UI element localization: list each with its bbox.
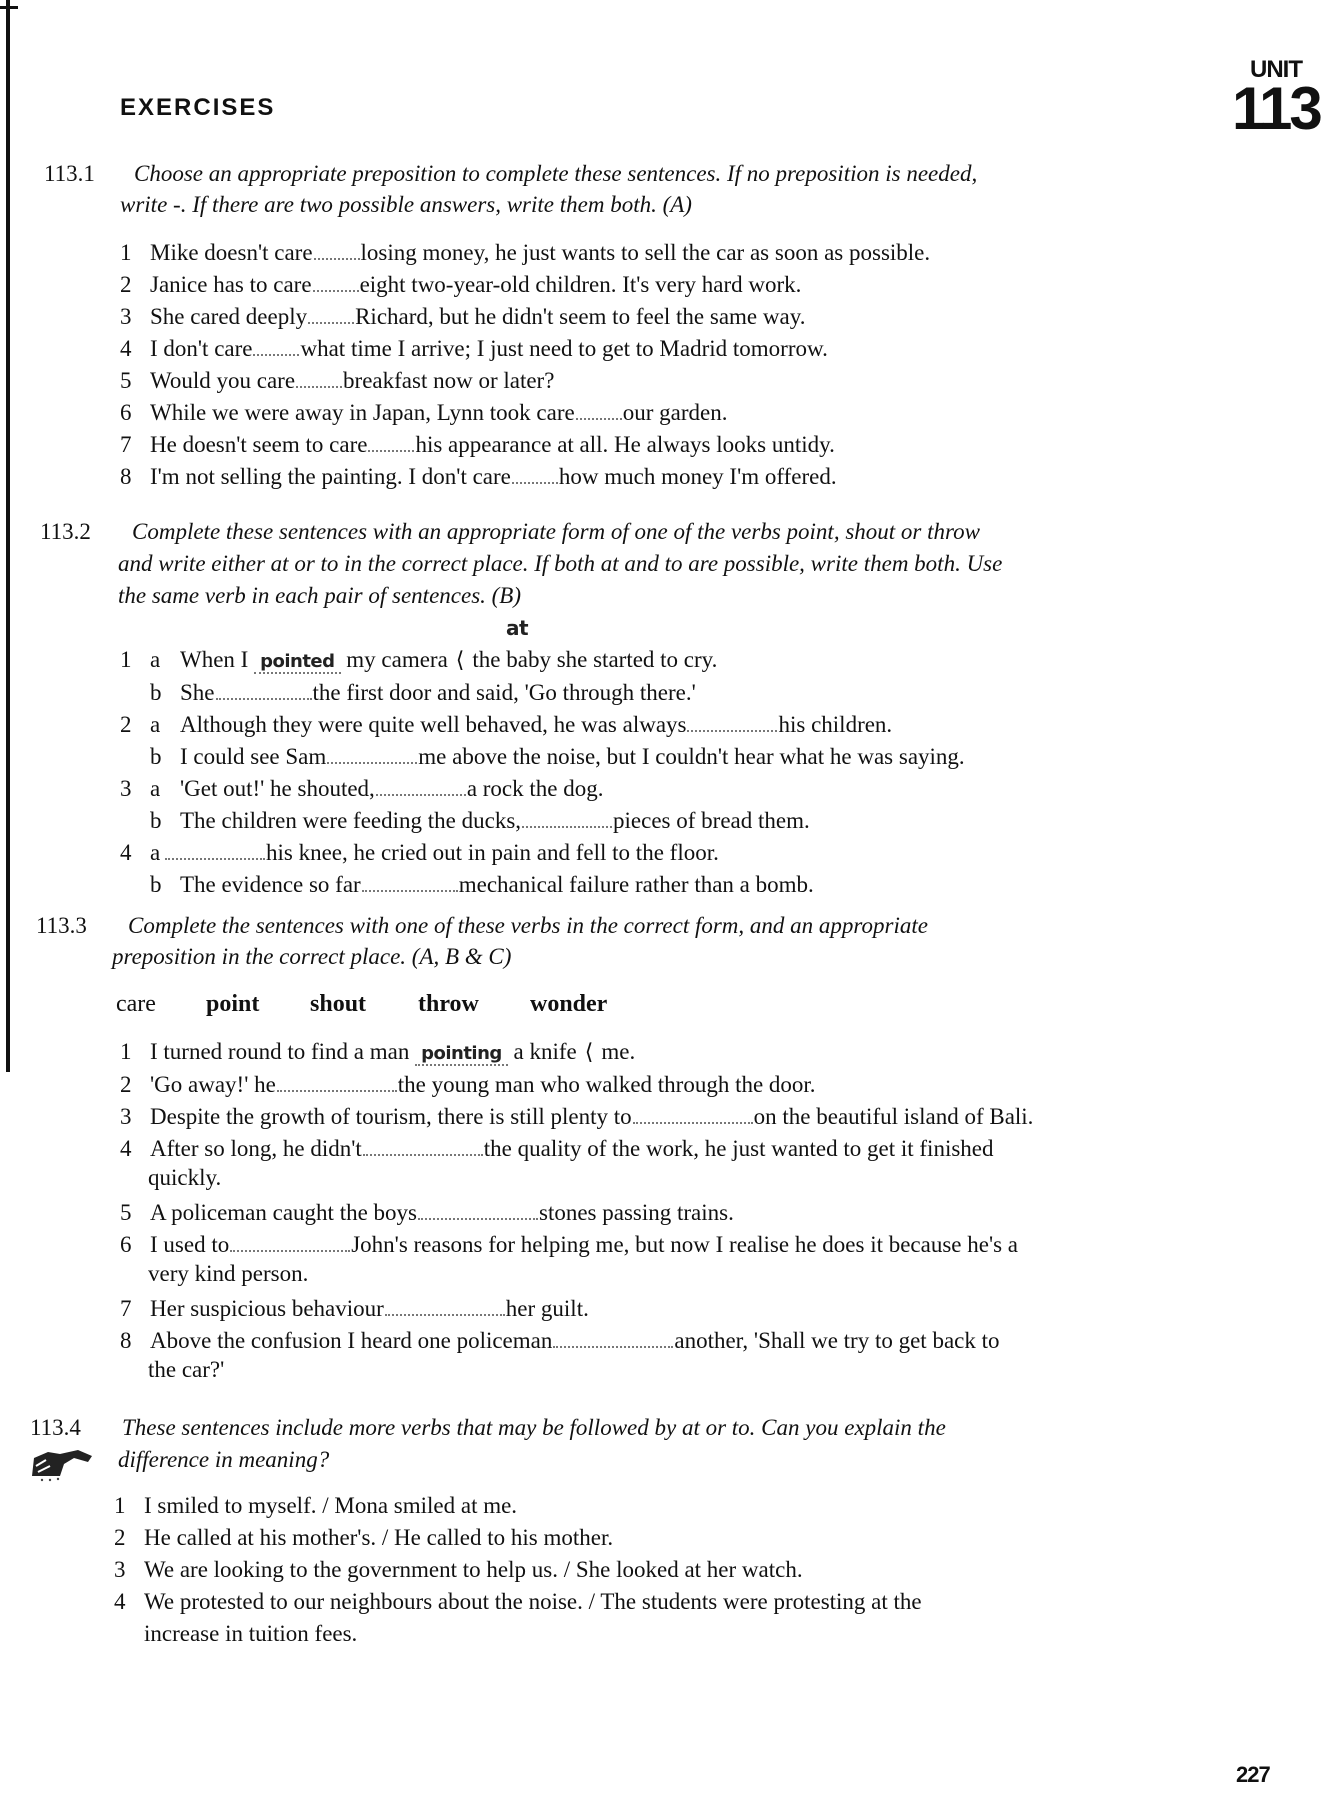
verb-box xyxy=(116,990,607,1018)
exercise-item: 2 Janice has to care eight two-year-old children. It's very hard work. xyxy=(120,272,802,297)
exercise-item: 1 I turned round to find a man pointing a knife ⟨ me. xyxy=(120,1039,636,1065)
answer-gap[interactable] xyxy=(553,1326,673,1348)
answer-gap[interactable] xyxy=(362,870,458,892)
exercise-item: 8 I'm not selling the painting. I don't care how much money I'm offered. xyxy=(120,464,837,489)
caret-mark-icon: ⟨ xyxy=(584,1040,594,1065)
exercise-item: 7 Her suspicious behaviour her guilt. xyxy=(120,1296,589,1321)
exercise-number: 113.1 xyxy=(44,161,95,186)
verb-option: wonder xyxy=(530,991,608,1017)
answer-gap[interactable] xyxy=(418,1198,538,1220)
answer-gap[interactable] xyxy=(165,838,265,860)
exercise-item: b She the first door and said, 'Go through there.' xyxy=(150,680,696,705)
exercise-item: 6 While we were away in Japan, Lynn took care our garden. xyxy=(120,400,728,425)
answer-gap[interactable] xyxy=(277,1070,397,1092)
exercise-item: 2 He called at his mother's. / He called to his mother. xyxy=(114,1525,614,1550)
verb-option: shout xyxy=(310,991,367,1017)
exercise-item: 8 Above the confusion I heard one policeman another, 'Shall we try to get back to xyxy=(120,1328,1000,1353)
exercise-item: 4 a his knee, he cried out in pain and fell to the floor. xyxy=(120,840,719,865)
handwritten-answer: at xyxy=(506,616,529,640)
exercise-item: 4 After so long, he didn't the quality of the work, he just wanted to get it finished xyxy=(120,1136,994,1161)
answer-gap[interactable] xyxy=(576,398,622,420)
answer-gap[interactable] xyxy=(314,238,360,260)
exercise-instruction: write -. If there are two possible answers, write them both. (A) xyxy=(120,192,692,217)
answer-gap[interactable] xyxy=(368,430,414,452)
exercise-item-continued: the car?' xyxy=(148,1357,225,1382)
handwritten-answer: pointed xyxy=(254,651,340,674)
binding-bar xyxy=(6,0,10,1072)
exercise-item: b I could see Sam me above the noise, but I couldn't hear what he was saying. xyxy=(150,744,965,769)
exercise-item: 5 Would you care breakfast now or later? xyxy=(120,368,555,393)
exercise-instruction: Complete these sentences with an appropriate form of one of the verbs point, shout or throw xyxy=(132,519,980,544)
exercise-instruction: These sentences include more verbs that may be followed by at or to. Can you explain the xyxy=(122,1415,946,1440)
answer-gap[interactable] xyxy=(363,1134,483,1156)
answer-gap[interactable] xyxy=(308,302,354,324)
exercise-item: 3 We are looking to the government to help us. / She looked at her watch. xyxy=(114,1557,803,1582)
exercise-number: 113.3 xyxy=(36,913,87,938)
exercise-item: 4 We protested to our neighbours about the noise. / The students were protesting at the xyxy=(114,1589,922,1614)
verb-option: care xyxy=(116,991,156,1017)
page-title: EXERCISES xyxy=(120,94,276,121)
exercise-item: 2 'Go away!' he the young man who walked through the door. xyxy=(120,1072,816,1097)
advanced-exercise-icon xyxy=(30,1446,94,1487)
unit-label: UNIT xyxy=(1250,56,1302,83)
verb-option: throw xyxy=(418,991,479,1017)
exercise-item: 1 Mike doesn't care losing money, he just wants to sell the car as soon as possible. xyxy=(120,240,931,265)
answer-gap[interactable] xyxy=(512,462,558,484)
exercise-item: b The evidence so far mechanical failure rather than a bomb. xyxy=(150,872,814,897)
exercise-instruction: Choose an appropriate preposition to complete these sentences. If no preposition is needed, xyxy=(134,161,978,186)
answer-gap[interactable] xyxy=(216,678,312,700)
exercise-item: 6 I used to John's reasons for helping me, but now I realise he does it because he's a xyxy=(120,1232,1019,1257)
verb-option: point xyxy=(206,991,260,1017)
exercise-item: 3 a 'Get out!' he shouted, a rock the dog. xyxy=(120,776,604,801)
answer-gap[interactable] xyxy=(376,774,466,796)
exercise-number: 113.2 xyxy=(40,519,91,544)
answer-gap[interactable] xyxy=(327,742,417,764)
answer-gap[interactable] xyxy=(687,710,777,732)
answer-gap[interactable] xyxy=(385,1294,505,1316)
handwritten-answer: pointing xyxy=(415,1043,508,1066)
exercise-item-continued: quickly. xyxy=(148,1165,222,1190)
exercise-instruction: difference in meaning? xyxy=(118,1447,330,1472)
answer-gap[interactable] xyxy=(230,1230,350,1252)
exercise-number: 113.4 xyxy=(30,1415,81,1440)
answer-gap[interactable] xyxy=(313,270,359,292)
answer-gap[interactable] xyxy=(522,806,612,828)
caret-mark-icon: ⟨ xyxy=(455,648,465,673)
exercise-item: 5 A policeman caught the boys stones passing trains. xyxy=(120,1200,734,1225)
answer-gap[interactable] xyxy=(633,1102,753,1124)
exercise-item: 1 I smiled to myself. / Mona smiled at me. xyxy=(114,1493,518,1518)
exercise-item: 3 Despite the growth of tourism, there is still plenty to on the beautiful island of Bali. xyxy=(120,1104,1034,1129)
exercise-item: b The children were feeding the ducks, pieces of bread them. xyxy=(150,808,810,833)
exercise-instruction: preposition in the correct place. (A, B & C) xyxy=(112,944,512,969)
unit-number: 113 xyxy=(1232,75,1320,142)
exercise-item: 7 He doesn't seem to care his appearance at all. He always looks untidy. xyxy=(120,432,835,457)
exercise-item-continued: very kind person. xyxy=(148,1261,309,1286)
exercise-item: 2 a Although they were quite well behaved, he was always his children. xyxy=(120,712,893,737)
exercise-item: 4 I don't care what time I arrive; I just need to get to Madrid tomorrow. xyxy=(120,336,828,361)
exercise-instruction: the same verb in each pair of sentences. (B) xyxy=(118,583,522,608)
exercise-instruction: and write either at or to in the correct place. If both at and to are possible, write them both. Use xyxy=(118,551,1003,576)
answer-gap[interactable] xyxy=(296,366,342,388)
answer-gap[interactable] xyxy=(253,334,299,356)
page-number: 227 xyxy=(1236,1762,1270,1787)
exercise-item: 1 a When I pointed my camera ⟨ the baby she started to cry. xyxy=(120,647,718,673)
exercise-instruction: Complete the sentences with one of these verbs in the correct form, and an appropriate xyxy=(128,913,928,938)
binding-bar-top xyxy=(0,6,18,9)
exercise-item-continued: increase in tuition fees. xyxy=(144,1621,358,1646)
exercise-item: 3 She cared deeply Richard, but he didn't seem to feel the same way. xyxy=(120,304,806,329)
